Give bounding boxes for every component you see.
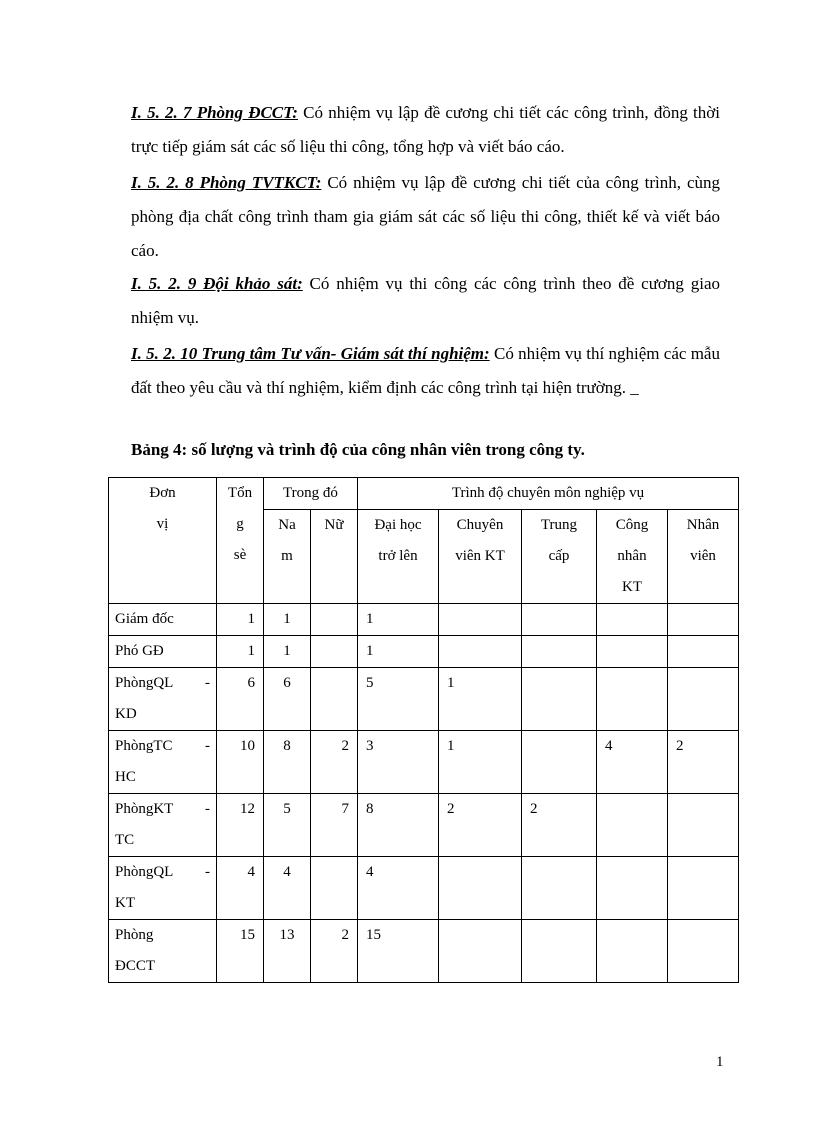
paragraph-phong-dcct	[131, 96, 720, 164]
cell-unit-line1: Phó GĐ	[115, 643, 164, 659]
cell-female	[311, 604, 358, 636]
cell-specialist: 1	[439, 731, 522, 794]
cell-unit-dash: -	[205, 864, 210, 880]
cell-unit-line2: TC	[115, 832, 135, 848]
paragraph-trung-tam-tu-van	[131, 337, 720, 405]
cell-unit	[109, 604, 217, 636]
cell-male: 5	[264, 794, 311, 857]
cell-intermediate	[522, 636, 597, 668]
cell-staff	[668, 794, 739, 857]
section-heading: I. 5. 2. 7 Phòng ĐCCT:	[131, 103, 298, 122]
cell-staff	[668, 604, 739, 636]
section-body: Có nhiệm vụ thí nghiệm các mẫu đất theo yêu cầu và thí nghiệm, kiểm định các công trình tại hiện trường. _	[131, 344, 720, 397]
cell-worker	[597, 794, 668, 857]
cell-specialist	[439, 636, 522, 668]
header-intermediate-line2: cấp	[548, 548, 570, 564]
cell-worker	[597, 920, 668, 983]
cell-unit-line1: Giám đốc	[115, 611, 174, 627]
table-caption: Bảng 4: số lượng và trình độ của công nhân viên trong công ty.	[131, 440, 585, 459]
header-unit-line1: Đơn	[149, 485, 176, 501]
cell-unit-line1: PhòngTC	[115, 738, 173, 754]
cell-intermediate	[522, 668, 597, 731]
cell-unit-dash	[202, 604, 216, 635]
table-row	[109, 857, 739, 920]
cell-university: 1	[358, 604, 439, 636]
cell-unit	[109, 636, 217, 668]
cell-total: 10	[217, 731, 264, 794]
table-row	[109, 668, 739, 731]
header-total-line2: g	[236, 516, 244, 532]
cell-staff	[668, 636, 739, 668]
cell-unit	[109, 731, 217, 794]
header-row-1	[109, 478, 739, 510]
header-worker	[597, 510, 668, 604]
cell-intermediate	[522, 920, 597, 983]
table-row	[109, 920, 739, 983]
cell-total: 15	[217, 920, 264, 983]
section-heading: I. 5. 2. 9 Đội khảo sát:	[131, 274, 303, 293]
cell-university: 3	[358, 731, 439, 794]
header-total	[217, 478, 264, 604]
section-body: Có nhiệm vụ thi công các công trình theo đề cương giao nhiệm vụ.	[131, 274, 720, 327]
section-heading: I. 5. 2. 10 Trung tâm Tư vấn- Giám sát thí nghiệm:	[131, 344, 490, 363]
section-heading: I. 5. 2. 8 Phòng TVTKCT:	[131, 173, 322, 192]
cell-total: 4	[217, 857, 264, 920]
header-qualification: Trình độ chuyên môn nghiệp vụ	[358, 478, 739, 510]
header-total-line1: Tổn	[227, 485, 253, 501]
header-male-line1: Na	[278, 517, 296, 533]
cell-male: 6	[264, 668, 311, 731]
header-specialist-line2: viên KT	[455, 548, 505, 564]
cell-female	[311, 636, 358, 668]
cell-female: 2	[311, 731, 358, 794]
cell-male: 13	[264, 920, 311, 983]
cell-male: 1	[264, 604, 311, 636]
cell-unit-dash	[202, 636, 216, 667]
table-row	[109, 731, 739, 794]
cell-intermediate: 2	[522, 794, 597, 857]
cell-male: 8	[264, 731, 311, 794]
header-unit	[109, 478, 217, 604]
header-university	[358, 510, 439, 604]
cell-unit	[109, 857, 217, 920]
cell-specialist: 2	[439, 794, 522, 857]
cell-worker: 4	[597, 731, 668, 794]
header-university-line2: trở lên	[378, 548, 418, 564]
cell-total: 1	[217, 636, 264, 668]
cell-university: 8	[358, 794, 439, 857]
section-body: Có nhiệm vụ lập đề cương chi tiết của công trình, cùng phòng địa chất công trình tham gia giám sát các số liệu thi công, thiết kế và viết báo cáo.	[131, 173, 720, 260]
cell-unit-dash: -	[205, 801, 210, 817]
header-staff-line2: viên	[690, 548, 716, 564]
section-body: Có nhiệm vụ lập đề cương chi tiết các công trình, đồng thời trực tiếp giám sát các số liệu thi công, tổng hợp và viết báo cáo.	[131, 103, 720, 156]
cell-specialist	[439, 604, 522, 636]
cell-unit-dash: -	[205, 675, 210, 691]
cell-specialist	[439, 857, 522, 920]
cell-worker	[597, 857, 668, 920]
cell-unit-line1: Phòng	[115, 927, 154, 943]
page-number: 1	[716, 1054, 724, 1070]
header-worker-line2: nhân	[617, 548, 647, 564]
paragraph-doi-khao-sat	[131, 267, 720, 335]
header-male	[264, 510, 311, 604]
table-row	[109, 604, 739, 636]
header-total-line3: sè	[233, 547, 247, 563]
header-university-line1: Đại học	[374, 517, 422, 533]
header-unit-line2: vị	[156, 516, 169, 532]
header-among: Trong đó	[264, 478, 358, 510]
cell-intermediate	[522, 857, 597, 920]
cell-female: 2	[311, 920, 358, 983]
cell-male: 4	[264, 857, 311, 920]
cell-unit-line2: KT	[115, 895, 135, 911]
header-worker-line1: Công	[615, 517, 649, 533]
cell-staff	[668, 857, 739, 920]
cell-female	[311, 857, 358, 920]
header-intermediate-line1: Trung	[540, 517, 578, 533]
header-male-line2: m	[281, 548, 293, 564]
cell-unit-line1: PhòngQL	[115, 864, 174, 880]
cell-unit-dash: -	[205, 738, 210, 754]
header-intermediate	[522, 510, 597, 604]
cell-intermediate	[522, 731, 597, 794]
header-specialist-line1: Chuyên	[456, 517, 504, 533]
cell-unit-line2: HC	[115, 769, 136, 785]
cell-staff	[668, 668, 739, 731]
cell-total: 12	[217, 794, 264, 857]
cell-university: 4	[358, 857, 439, 920]
header-female: Nữ	[311, 510, 358, 604]
cell-total: 1	[217, 604, 264, 636]
cell-total: 6	[217, 668, 264, 731]
cell-unit	[109, 794, 217, 857]
cell-university: 1	[358, 636, 439, 668]
header-worker-line3: KT	[622, 579, 642, 595]
cell-university: 15	[358, 920, 439, 983]
cell-worker	[597, 604, 668, 636]
table-body	[109, 604, 739, 983]
cell-unit	[109, 668, 217, 731]
cell-unit-dash	[202, 920, 216, 951]
cell-unit-line2: ĐCCT	[115, 958, 156, 974]
cell-unit	[109, 920, 217, 983]
cell-intermediate	[522, 604, 597, 636]
header-staff-line1: Nhân	[686, 517, 720, 533]
cell-university: 5	[358, 668, 439, 731]
cell-specialist: 1	[439, 668, 522, 731]
cell-unit-line2: KD	[115, 706, 137, 722]
header-staff	[668, 510, 739, 604]
cell-staff	[668, 920, 739, 983]
cell-female: 7	[311, 794, 358, 857]
cell-specialist	[439, 920, 522, 983]
cell-unit-line1: PhòngKT	[115, 801, 174, 817]
cell-worker	[597, 636, 668, 668]
table-row	[109, 636, 739, 668]
cell-unit-line1: PhòngQL	[115, 675, 174, 691]
cell-female	[311, 668, 358, 731]
cell-male: 1	[264, 636, 311, 668]
staff-table	[108, 477, 739, 983]
cell-worker	[597, 668, 668, 731]
header-specialist	[439, 510, 522, 604]
table-row	[109, 794, 739, 857]
paragraph-phong-tvtkct	[131, 166, 720, 268]
cell-staff: 2	[668, 731, 739, 794]
